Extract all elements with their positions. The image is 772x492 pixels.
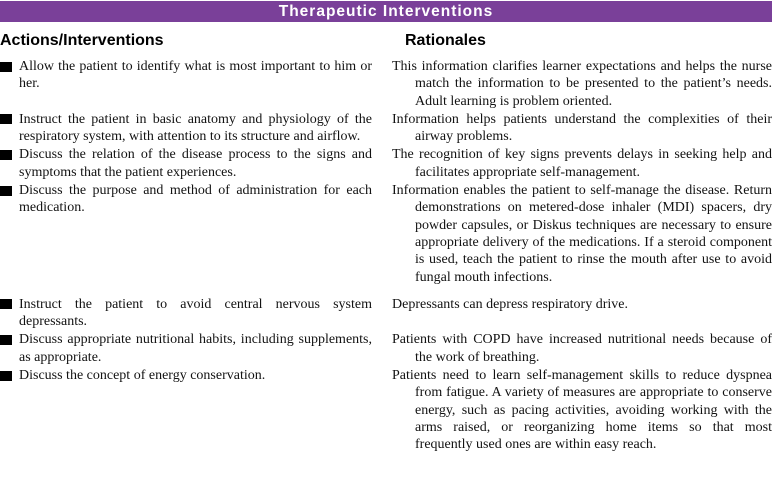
square-bullet-icon [0, 335, 12, 345]
rationale-cell [392, 367, 772, 453]
intervention-row [0, 331, 772, 366]
action-text: Discuss the relation of the disease process to the signs and symptoms that the patient experiences. [19, 147, 372, 180]
rationale-text: The recognition of key signs prevents delays in seeking help and facilitates appropriate self-management. [392, 147, 772, 180]
square-bullet-icon [0, 114, 12, 124]
column-headers [0, 32, 772, 49]
rationale-text: Depressants can depress respiratory drive. [392, 296, 628, 312]
action-cell [0, 182, 372, 286]
rationale-cell [392, 111, 772, 146]
action-text: Instruct the patient in basic anatomy and physiology of the respiratory system, with attention to its structure and airflow. [19, 111, 372, 145]
square-bullet-icon [0, 62, 12, 72]
section-banner [0, 1, 772, 22]
actions-column-header: Actions/Interventions [0, 32, 164, 49]
square-bullet-icon [0, 371, 12, 381]
rationale-cell [392, 296, 772, 331]
page [0, 1, 772, 492]
rationale-text: Information enables the patient to self-manage the disease. Return demonstrations on metered-dose inhaler (MDI) spacers, dry powder capsules, or Diskus techniques are necessary to ensure appropriate delivery of the medications. If a steroid component is used, teach the patient to rinse the mouth after use to avoid fungal mouth infections. [392, 183, 772, 285]
rationale-text: Patients need to learn self-management skills to reduce dyspnea from fatigue. A variety of measures are appropriate to conserve energy, such as pacing activities, avoiding working with the arms raised, or reorganizing home items so that most frequently used ones are within easy reach. [392, 368, 772, 453]
action-cell [0, 146, 372, 181]
action-cell [0, 58, 372, 110]
rationale-cell [392, 146, 772, 181]
rationale-cell [392, 58, 772, 110]
square-bullet-icon [0, 299, 12, 309]
rationale-text: Information helps patients understand the complexities of their airway problems. [392, 111, 772, 145]
action-cell [0, 296, 372, 331]
intervention-row [0, 111, 772, 146]
action-text: Allow the patient to identify what is most important to him or her. [19, 59, 372, 92]
rationale-cell [392, 182, 772, 286]
action-text: Discuss the concept of energy conservation. [19, 368, 266, 384]
action-text: Discuss appropriate nutritional habits, including supplements, as appropriate. [19, 332, 372, 365]
intervention-row [0, 182, 772, 286]
action-cell [0, 367, 372, 453]
intervention-row [0, 296, 772, 331]
intervention-row [0, 367, 772, 453]
rows-container [0, 58, 772, 454]
action-text: Discuss the purpose and method of administration for each medication. [19, 183, 372, 216]
square-bullet-icon [0, 150, 12, 160]
rationale-cell [392, 331, 772, 366]
intervention-row [0, 58, 772, 110]
square-bullet-icon [0, 186, 12, 196]
intervention-row [0, 146, 772, 181]
rationale-text: This information clarifies learner expectations and helps the nurse match the information to be presented to the patient’s needs. Adult learning is problem oriented. [392, 59, 772, 109]
rationales-column-header: Rationales [405, 32, 486, 49]
action-cell [0, 331, 372, 366]
rationale-text: Patients with COPD have increased nutritional needs because of the work of breathing. [392, 332, 772, 365]
action-cell [0, 111, 372, 146]
action-text: Instruct the patient to avoid central nervous system depressants. [19, 296, 372, 330]
section-title: Therapeutic Interventions [278, 2, 494, 20]
